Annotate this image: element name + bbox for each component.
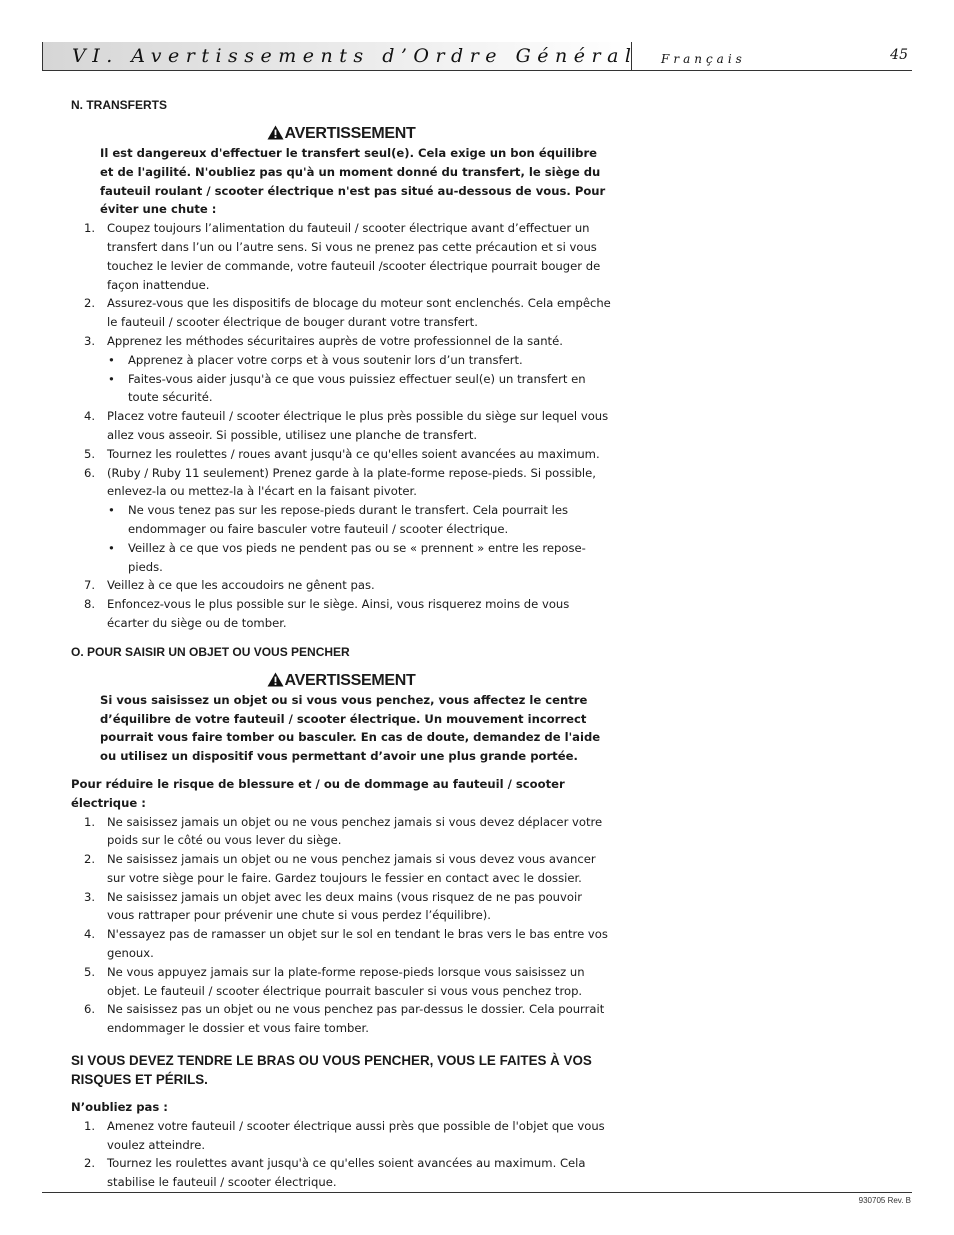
item-text: Amenez votre fauteuil / scooter électrique aussi près que possible de l'objet que vous voulez atteindre. bbox=[107, 1118, 605, 1152]
warning-triangle-icon bbox=[267, 672, 284, 687]
page-header bbox=[42, 42, 912, 71]
list-item bbox=[71, 1000, 611, 1038]
item-number: 2. bbox=[84, 852, 96, 867]
risk-heading: SI VOUS DEVEZ TENDRE LE BRAS OU VOUS PENCHER, VOUS LE FAITES À VOS RISQUES ET PÉRILS. bbox=[71, 1053, 592, 1087]
item-text: Tournez les roulettes / roues avant jusqu'à ce qu'elles soient avancées au maximum. bbox=[107, 446, 600, 461]
item-number: 1. bbox=[84, 1118, 96, 1133]
item-number: 7. bbox=[84, 578, 96, 593]
list-item bbox=[71, 1154, 611, 1192]
chapter-title: VI. Avertissements d’Ordre Général bbox=[72, 45, 638, 67]
bullet-list bbox=[107, 501, 611, 576]
bullet-icon: • bbox=[108, 371, 115, 386]
list-item bbox=[71, 888, 611, 926]
bullet-text: Faites-vous aider jusqu'à ce que vous puissiez effectuer seul(e) un transfert en toute sécurité. bbox=[128, 371, 586, 405]
list-item bbox=[71, 576, 611, 595]
item-number: 2. bbox=[84, 1156, 96, 1171]
warning-body: Il est dangereux d'effectuer le transfert seul(e). Cela exige un bon équilibre et de l'agilité. N'oubliez pas qu'à un moment donné du transfert, le siège du fauteuil roulant / scooter électrique n'est pas situé au-dessous de vous. Pour éviter une chute : bbox=[100, 146, 606, 217]
item-text: Ne saisissez jamais un objet avec les deux mains (vous risquez de ne pas pouvoir vous rattraper pour prévenir une chute si vous perdez l’équilibre). bbox=[107, 889, 582, 923]
bullet-text: Apprenez à placer votre corps et à vous soutenir lors d’un transfert. bbox=[128, 352, 523, 367]
item-text: Coupez toujours l’alimentation du fauteuil / scooter électrique avant d’effectuer un transfert dans l’un ou l’autre sens. Si vous ne prenez pas cette précaution et si vous touchez le levier de commande, votre fauteuil /scooter électrique pourrait bouger de façon inattendue. bbox=[107, 221, 601, 292]
list-item bbox=[71, 963, 611, 1001]
item-text: Ne saisissez jamais un objet ou ne vous penchez jamais si vous devez déplacer votre poids sur le côté ou vous lever du siège. bbox=[107, 814, 603, 848]
bullet-text: Veillez à ce que vos pieds ne pendent pas ou se « prennent » entre les repose-pieds. bbox=[128, 540, 586, 574]
bullet-list bbox=[107, 351, 611, 407]
header-rule bbox=[42, 70, 912, 71]
item-number: 3. bbox=[84, 333, 96, 348]
list-item bbox=[71, 850, 611, 888]
item-number: 5. bbox=[84, 446, 96, 461]
list-item bbox=[71, 294, 611, 332]
item-number: 3. bbox=[84, 889, 96, 904]
reminder-label: N’oubliez pas : bbox=[71, 1100, 168, 1115]
item-number: 6. bbox=[84, 1002, 96, 1017]
list-item bbox=[71, 332, 611, 407]
item-text: Ne saisissez jamais un objet ou ne vous penchez jamais si vous devez vous avancer sur votre siège pour le faire. Gardez toujours le fessier en contact avec le dossier. bbox=[107, 852, 596, 885]
item-text: Veillez à ce que les accoudoirs ne gênent pas. bbox=[107, 578, 375, 593]
list-item bbox=[71, 407, 611, 445]
list-item bbox=[71, 219, 611, 294]
item-text: Enfoncez-vous le plus possible sur le siège. Ainsi, vous risquerez moins de vous écarter du siège ou de tomber. bbox=[107, 597, 570, 630]
document-code: 930705 Rev. B bbox=[858, 1196, 911, 1205]
warning-body: Si vous saisissez un objet ou si vous vous penchez, vous affectez le centre d’équilibre de votre fauteuil / scooter électrique. Un mouvement incorrect pourrait vous faire tomber ou basculer. En cas de doute, demandez de l'aide ou utilisez un dispositif vous permettant d’avoir une plus grande portée. bbox=[100, 692, 601, 764]
bullet-text: Ne vous tenez pas sur les repose-pieds durant le transfert. Cela pourrait les endommager ou faire basculer votre fauteuil / scooter électrique. bbox=[128, 503, 569, 536]
item-number: 5. bbox=[84, 964, 96, 979]
list-item bbox=[71, 595, 611, 633]
risk-reduction-intro: Pour réduire le risque de blessure et / ou de dommage au fauteuil / scooter électrique : bbox=[71, 776, 565, 810]
bullet-item bbox=[71, 351, 611, 370]
list-item bbox=[71, 813, 611, 851]
list-item bbox=[71, 445, 611, 464]
reaching-steps-list bbox=[71, 813, 611, 1039]
item-number: 4. bbox=[84, 927, 96, 942]
language-label: Français bbox=[661, 52, 746, 66]
item-text: Ne vous appuyez jamais sur la plate-forme repose-pieds lorsque vous saisissez un objet. Le fauteuil / scooter électrique pourrait basculer si vous vous penchez trop. bbox=[107, 964, 585, 998]
bullet-icon: • bbox=[108, 540, 115, 555]
item-text: Placez votre fauteuil / scooter électrique le plus près possible du siège sur lequel vous allez vous asseoir. Si possible, utilisez une planche de transfert. bbox=[107, 409, 609, 442]
warning-title bbox=[71, 124, 611, 144]
item-text: N'essayez pas de ramasser un objet sur le sol en tendant le bras vers le bas entre vos genoux. bbox=[107, 927, 608, 961]
item-number: 4. bbox=[84, 409, 96, 424]
warning-title-text: AVERTISSEMENT bbox=[284, 125, 416, 142]
page-number: 45 bbox=[890, 47, 908, 63]
item-number: 1. bbox=[84, 814, 96, 829]
list-item bbox=[71, 1117, 611, 1155]
warning-title bbox=[71, 671, 611, 691]
bullet-icon: • bbox=[108, 352, 115, 367]
item-text: (Ruby / Ruby 11 seulement) Prenez garde à la plate-forme repose-pieds. Si possible, enlevez-la ou mettez-la à l'écart en la faisant pivoter. bbox=[107, 465, 596, 499]
item-text: Ne saisissez pas un objet ou ne vous penchez pas par-dessus le dossier. Cela pourrait endommager le dossier et vous faire tomber. bbox=[107, 1002, 605, 1036]
transfer-steps-list bbox=[71, 219, 611, 633]
page-content bbox=[71, 96, 611, 1192]
bullet-item bbox=[71, 370, 611, 408]
warning-title-text: AVERTISSEMENT bbox=[284, 671, 416, 689]
reminder-steps-list bbox=[71, 1117, 611, 1192]
bullet-item bbox=[71, 501, 611, 539]
section-heading-transferts: N. TRANSFERTS bbox=[71, 98, 167, 112]
item-text: Tournez les roulettes avant jusqu'à ce qu'elles soient avancées au maximum. Cela stabilise le fauteuil / scooter électrique. bbox=[107, 1156, 586, 1190]
item-text: Assurez-vous que les dispositifs de blocage du moteur sont enclenchés. Cela empêche le fauteuil / scooter électrique de bouger durant votre transfert. bbox=[107, 296, 611, 330]
bullet-icon: • bbox=[108, 503, 115, 518]
footer-rule bbox=[42, 1192, 912, 1193]
section-heading-saisir-objet: O. POUR SAISIR UN OBJET OU VOUS PENCHER bbox=[71, 644, 350, 659]
bullet-item bbox=[71, 539, 611, 577]
item-number: 6. bbox=[84, 465, 96, 480]
item-number: 8. bbox=[84, 597, 96, 612]
list-item bbox=[71, 464, 611, 577]
warning-triangle-icon bbox=[267, 125, 284, 140]
list-item bbox=[71, 925, 611, 963]
item-number: 1. bbox=[84, 221, 96, 236]
item-number: 2. bbox=[84, 296, 96, 311]
item-text: Apprenez les méthodes sécuritaires auprès de votre professionnel de la santé. bbox=[107, 333, 563, 348]
